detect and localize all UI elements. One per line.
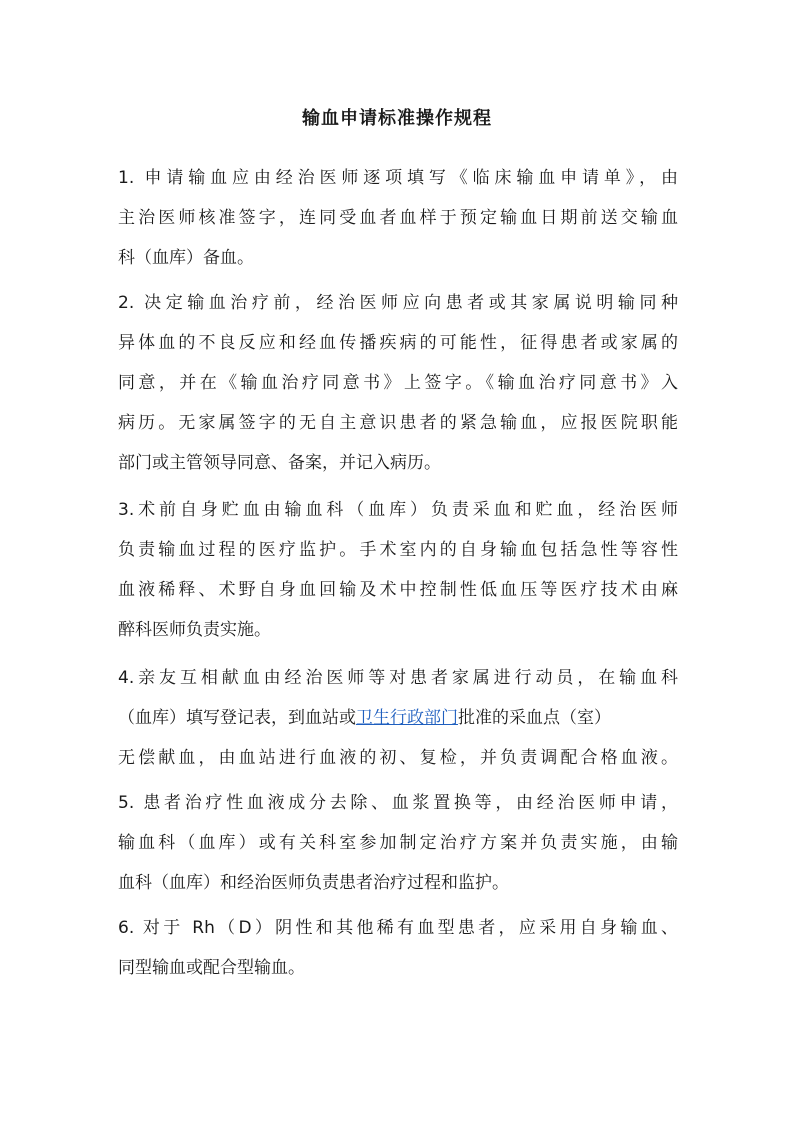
text-line: 输血科（血库）或有关科室参加制定治疗方案并负责实施，由输 <box>118 833 678 853</box>
text-line: 5. 患者治疗性血液成分去除、血浆置换等，由经治医师申请， <box>118 793 678 813</box>
text-line: 6. 对于 Rh（D）阴性和其他稀有血型患者，应采用自身输血、 <box>118 918 678 938</box>
text-line: 3.术前自身贮血由输血科（血库）负责采血和贮血，经治医师 <box>118 500 678 520</box>
text-line: 4.亲友互相献血由经治医师等对患者家属进行动员，在输血科 <box>118 668 678 688</box>
text-line: 醉科医师负责实施。 <box>118 620 271 640</box>
text-line: 同意，并在《输血治疗同意书》上签字。《输血治疗同意书》入 <box>118 373 678 393</box>
text-line: 2. 决定输血治疗前，经治医师应向患者或其家属说明输同种 <box>118 293 678 313</box>
paragraph-6 <box>118 908 678 988</box>
paragraph-3 <box>118 490 678 650</box>
text-line: 主治医师核准签字，连同受血者血样于预定输血日期前送交输血 <box>118 208 678 228</box>
paragraph-4 <box>118 658 678 778</box>
text-line: 异体血的不良反应和经血传播疾病的可能性，征得患者或家属的 <box>118 333 678 353</box>
text-line: 1. 申请输血应由经治医师逐项填写《临床输血申请单》，由 <box>118 168 678 188</box>
text-line: 血科（血库）和经治医师负责患者治疗过程和监护。 <box>118 873 509 893</box>
text-line-with-link <box>118 698 678 738</box>
text-line: 同型输血或配合型输血。 <box>118 958 305 978</box>
document-title: 输血申请标准操作规程 <box>302 108 492 129</box>
text-line: 病历。无家属签字的无自主意识患者的紧急输血，应报医院职能 <box>118 413 678 433</box>
paragraph-2 <box>118 283 678 483</box>
health-admin-link[interactable]: 卫生行政部门 <box>356 708 458 728</box>
text-line: 部门或主管领导同意、备案，并记入病历。 <box>118 453 441 473</box>
paragraph-1 <box>118 158 678 278</box>
paragraph-5 <box>118 783 678 903</box>
text-line: 无偿献血，由血站进行血液的初、复检，并负责调配合格血液。 <box>118 748 678 768</box>
text-line: 血液稀释、术野自身血回输及术中控制性低血压等医疗技术由麻 <box>118 580 678 600</box>
text-line: 负责输血过程的医疗监护。手术室内的自身输血包括急性等容性 <box>118 540 678 560</box>
text-segment: 批准的采血点（室） <box>458 708 611 728</box>
text-line: 科（血库）备血。 <box>118 248 254 268</box>
text-segment: （血库）填写登记表，到血站或 <box>118 708 356 728</box>
